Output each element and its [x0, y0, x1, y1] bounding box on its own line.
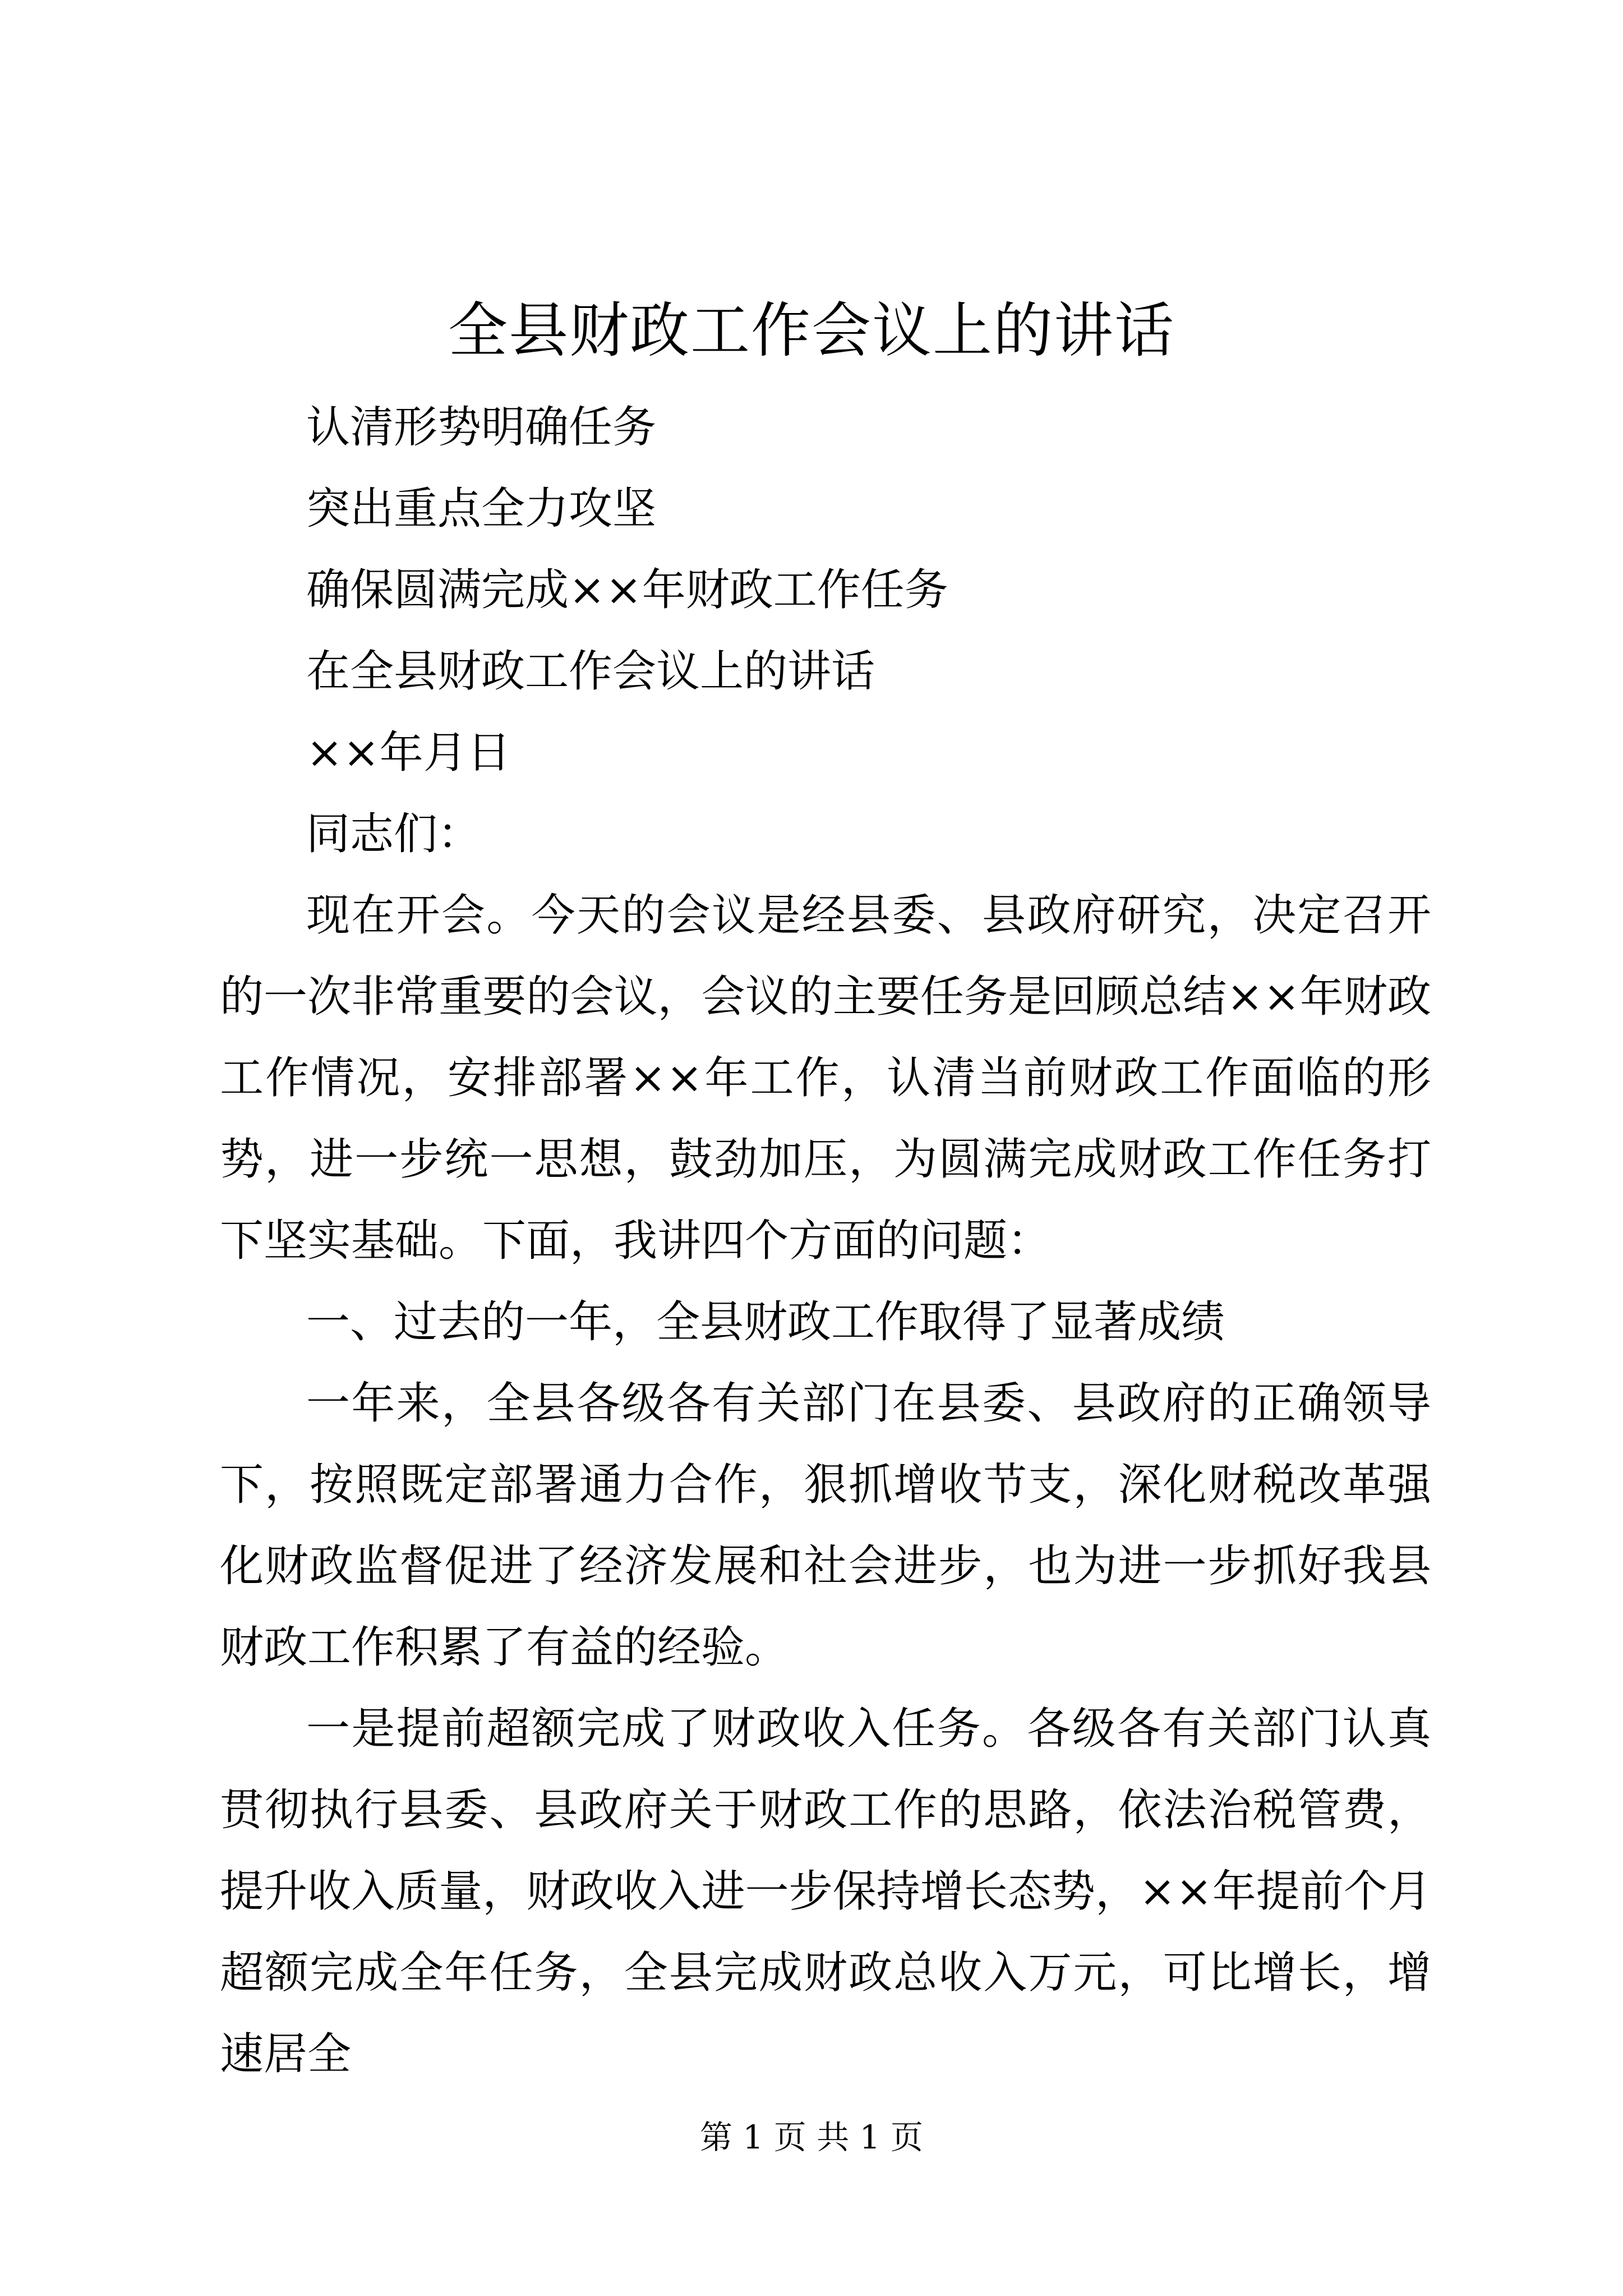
header-line: 在全县财政工作会议上的讲话 [306, 646, 875, 697]
header-line: 认清形势明确任务 [306, 402, 657, 453]
header-line: ××年月日 [306, 728, 511, 778]
header-line: 突出重点全力攻坚 [306, 484, 657, 534]
page-footer: 第 1 页 共 1 页 [700, 2118, 923, 2156]
paragraph-opening: 现在开会。今天的会议是经县委、县政府研究，决定召开的一次非常重要的会议，会议的主要任务是回顾总结××年财政工作情况，安排部署××年工作，认清当前财政工作面临的形势，进一步统一思想，鼓劲加压，为圆满完成财政工作任务打下坚实基础。下面，我讲四个方面的问题： [220, 890, 1431, 1266]
document-body [220, 387, 1431, 2095]
section-heading: 一、过去的一年，全县财政工作取得了显著成绩 [306, 1297, 1225, 1347]
paragraph-revenue: 一是提前超额完成了财政收入任务。各级各有关部门认真贯彻执行县委、县政府关于财政工作的思路，依法治税管费，提升收入质量，财政收入进一步保持增长态势，××年提前个月超额完成全年任务，全县完成财政总收入万元，可比增长，增速居全 [220, 1704, 1431, 2079]
header-line: 确保圆满完成××年财政工作任务 [306, 565, 948, 615]
salutation: 同志们： [306, 809, 482, 859]
document-title: 全县财政工作会议上的讲话 [448, 296, 1175, 365]
paragraph-summary: 一年来，全县各级各有关部门在县委、县政府的正确领导下，按照既定部署通力合作，狠抓增收节支，深化财税改革强化财政监督促进了经济发展和社会进步，也为进一步抓好我县财政工作积累了有益的经验。 [220, 1378, 1431, 1673]
